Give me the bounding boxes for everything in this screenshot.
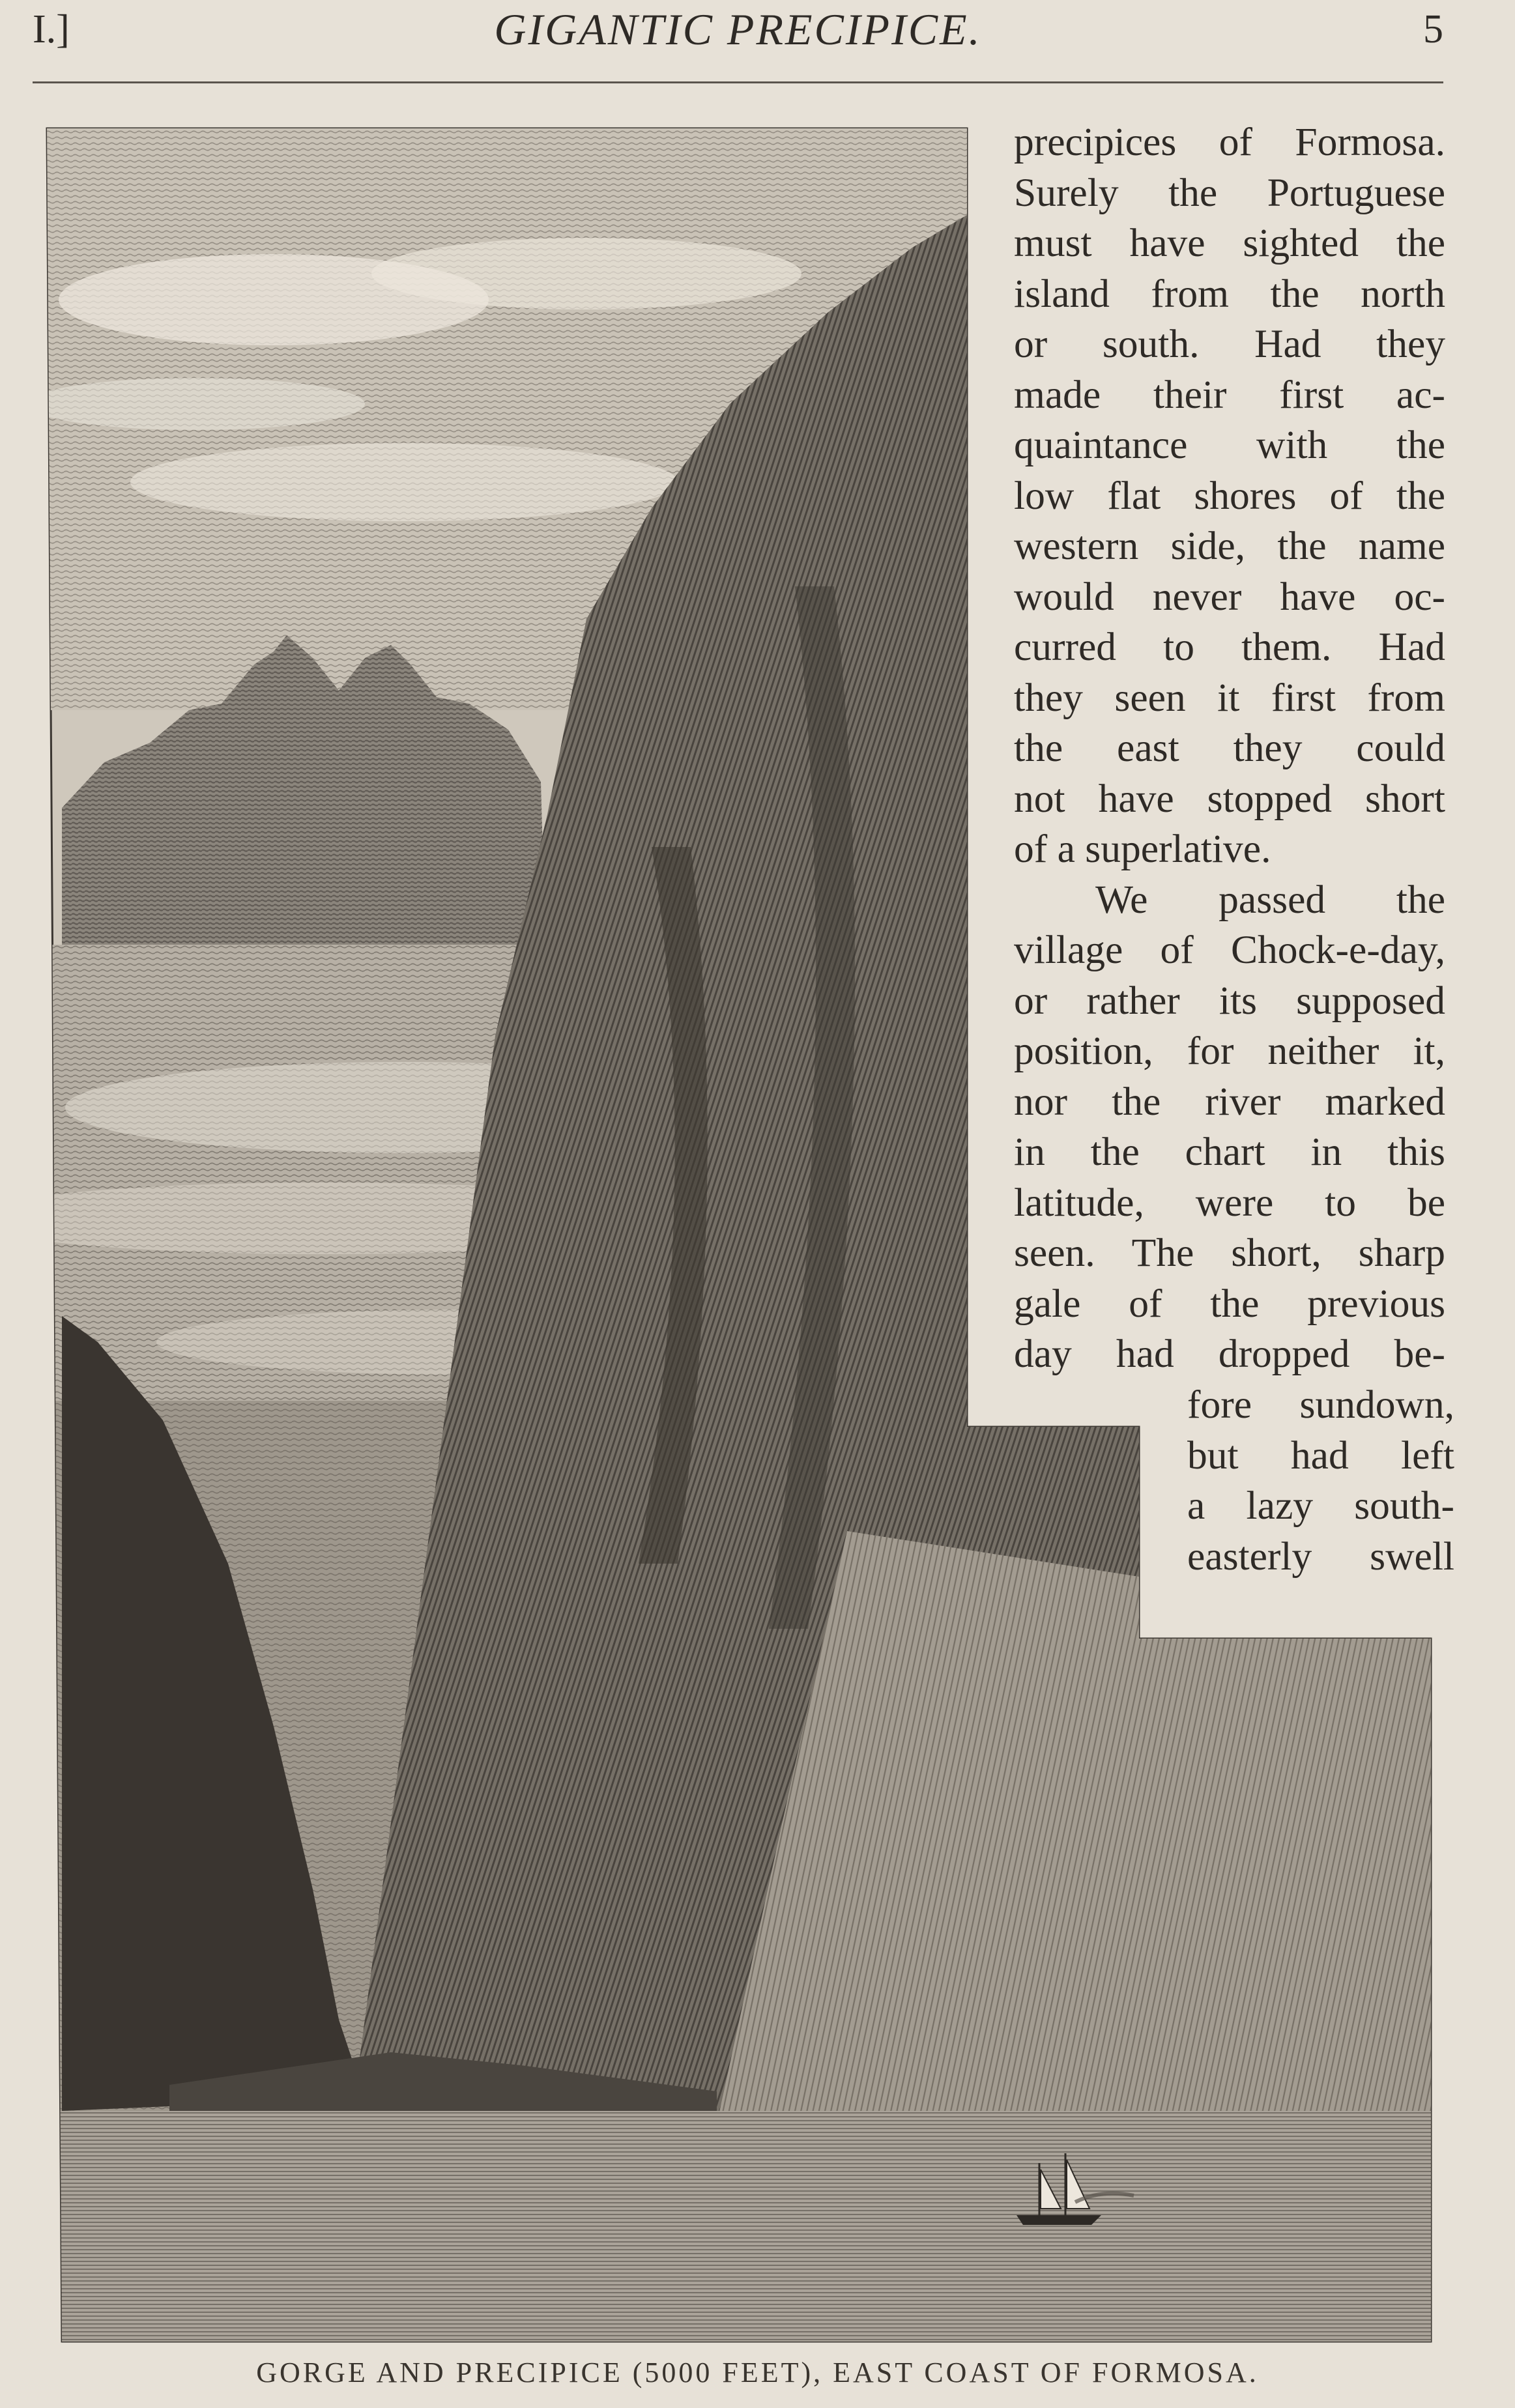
text-line: gale of the previous (1014, 1281, 1445, 1326)
text-line: a lazy south- (1187, 1484, 1454, 1528)
body-text-narrow-column (1187, 1380, 1454, 1582)
text-line: would never have oc- (1014, 574, 1445, 619)
text-line: seen. The short, sharp (1014, 1231, 1445, 1275)
text-line: made their first ac- (1014, 372, 1445, 417)
text-line: Surely the Portuguese (1014, 170, 1445, 215)
text-line: island from the north (1014, 271, 1445, 316)
text-line: they seen it first from (1014, 675, 1445, 720)
text-line: quaintance with the (1014, 423, 1445, 467)
text-line: but had left (1187, 1433, 1454, 1478)
text-line: the east they could (1014, 726, 1445, 770)
text-line: latitude, were to be (1014, 1180, 1445, 1225)
text-line: not have stopped short (1014, 776, 1445, 821)
text-line: in the chart in this (1014, 1130, 1445, 1174)
text-line: of a superlative. (1014, 827, 1271, 871)
text-line: must have sighted the (1014, 221, 1445, 265)
chapter-marker: I.] (33, 7, 70, 51)
text-line: or south. Had they (1014, 322, 1445, 366)
text-line: or rather its supposed (1014, 978, 1445, 1023)
text-line: precipices of Formosa. (1014, 120, 1445, 164)
text-line: position, for neither it, (1014, 1029, 1445, 1073)
text-line: easterly swell (1187, 1534, 1454, 1579)
text-line: day had dropped be- (1014, 1332, 1445, 1376)
text-line: nor the river marked (1014, 1079, 1445, 1124)
illustration-caption: GORGE AND PRECIPICE (5000 FEET), EAST COAST OF FORMOSA. (256, 2357, 1259, 2388)
text-line: low flat shores of the (1014, 473, 1445, 518)
text-line: We passed the (1095, 877, 1445, 922)
text-line: curred to them. Had (1014, 625, 1445, 669)
body-text-wide-column (1014, 117, 1445, 1380)
running-title: GIGANTIC PRECIPICE. (494, 5, 982, 54)
text-line: village of Chock-e-day, (1014, 928, 1445, 972)
text-line: western side, the name (1014, 524, 1445, 568)
text-line: fore sundown, (1187, 1383, 1454, 1427)
page-number: 5 (1423, 7, 1443, 51)
